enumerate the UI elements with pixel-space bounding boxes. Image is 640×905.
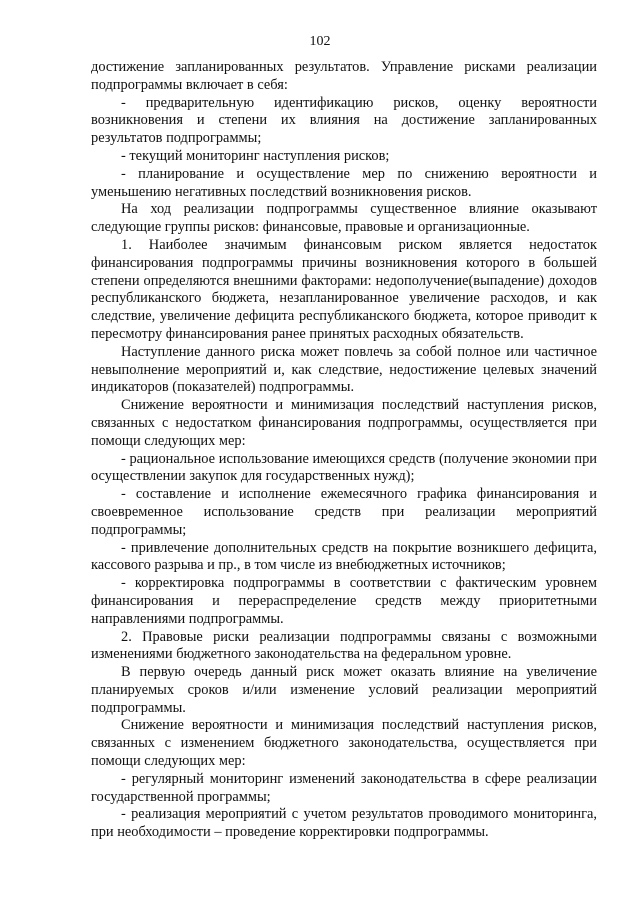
paragraph: - планирование и осуществление мер по снижению вероятности и уменьшению негативных последствий возникновения рисков. bbox=[91, 165, 597, 200]
paragraph: 2. Правовые риски реализации подпрограммы связаны с возможными изменениями бюджетного законодательства на федеральном уровне. bbox=[91, 628, 597, 663]
paragraph: Снижение вероятности и минимизация последствий наступления рисков, связанных с изменением бюджетного законодательства, осуществляется при помощи следующих мер: bbox=[91, 717, 597, 770]
paragraph: Снижение вероятности и минимизация последствий наступления рисков, связанных с недостатком финансирования подпрограммы, осуществляется при помощи следующих мер: bbox=[91, 397, 597, 449]
paragraph: - реализация мероприятий с учетом результатов проводимого мониторинга, при необходимости – проведение корректировки подпрограммы. bbox=[91, 806, 597, 841]
paragraph: 1. Наиболее значимым финансовым риском является недостаток финансирования подпрограммы причины возникновения которого в большей степени определяются внешними факторами: недополучение(выпадение) доходов республиканского бюджета, незапланированное увеличение расходов, и как следствие, увеличение дефицита республиканского бюджета, которое приводит к пересмотру финансирования ранее принятых расходных обязательств. bbox=[91, 236, 597, 342]
paragraph: В первую очередь данный риск может оказать влияние на увеличение планируемых сроков и/или изменение условий реализации мероприятий подпрограммы. bbox=[91, 664, 597, 716]
paragraph: - текущий мониторинг наступления рисков; bbox=[121, 147, 390, 164]
paragraph: Наступление данного риска может повлечь за собой полное или частичное невыполнение мероприятий и, как следствие, недостижение целевых значений индикаторов (показателей) подпрограммы. bbox=[91, 343, 597, 396]
paragraph: На ход реализации подпрограммы существенное влияние оказывают следующие группы рисков: финансовые, правовые и организационные. bbox=[91, 201, 597, 236]
page-number: 102 bbox=[309, 34, 331, 49]
paragraph: - привлечение дополнительных средств на покрытие возникшего дефицита, кассового разрыва и пр., в том числе из внебюджетных источников; bbox=[91, 539, 597, 574]
paragraph: достижение запланированных результатов. Управление рисками реализации подпрограммы включает в себя: bbox=[91, 59, 597, 93]
paragraph: - регулярный мониторинг изменений законодательства в сфере реализации государственной программы; bbox=[91, 770, 597, 805]
paragraph: - предварительную идентификацию рисков, оценку вероятности возникновения и степени их влияния на достижение запланированных результатов подпрограммы; bbox=[91, 94, 597, 147]
body-text bbox=[91, 59, 597, 842]
paragraph: - составление и исполнение ежемесячного графика финансирования и своевременное использование средств при реализации мероприятий подпрограммы; bbox=[91, 486, 597, 538]
paragraph: - корректировка подпрограммы в соответствии с фактическим уровнем финансирования и перераспределение средств между приоритетными направлениями подпрограммы. bbox=[91, 575, 597, 627]
paragraph: - рациональное использование имеющихся средств (получение экономии при осуществлении закупок для государственных нужд); bbox=[91, 450, 597, 485]
